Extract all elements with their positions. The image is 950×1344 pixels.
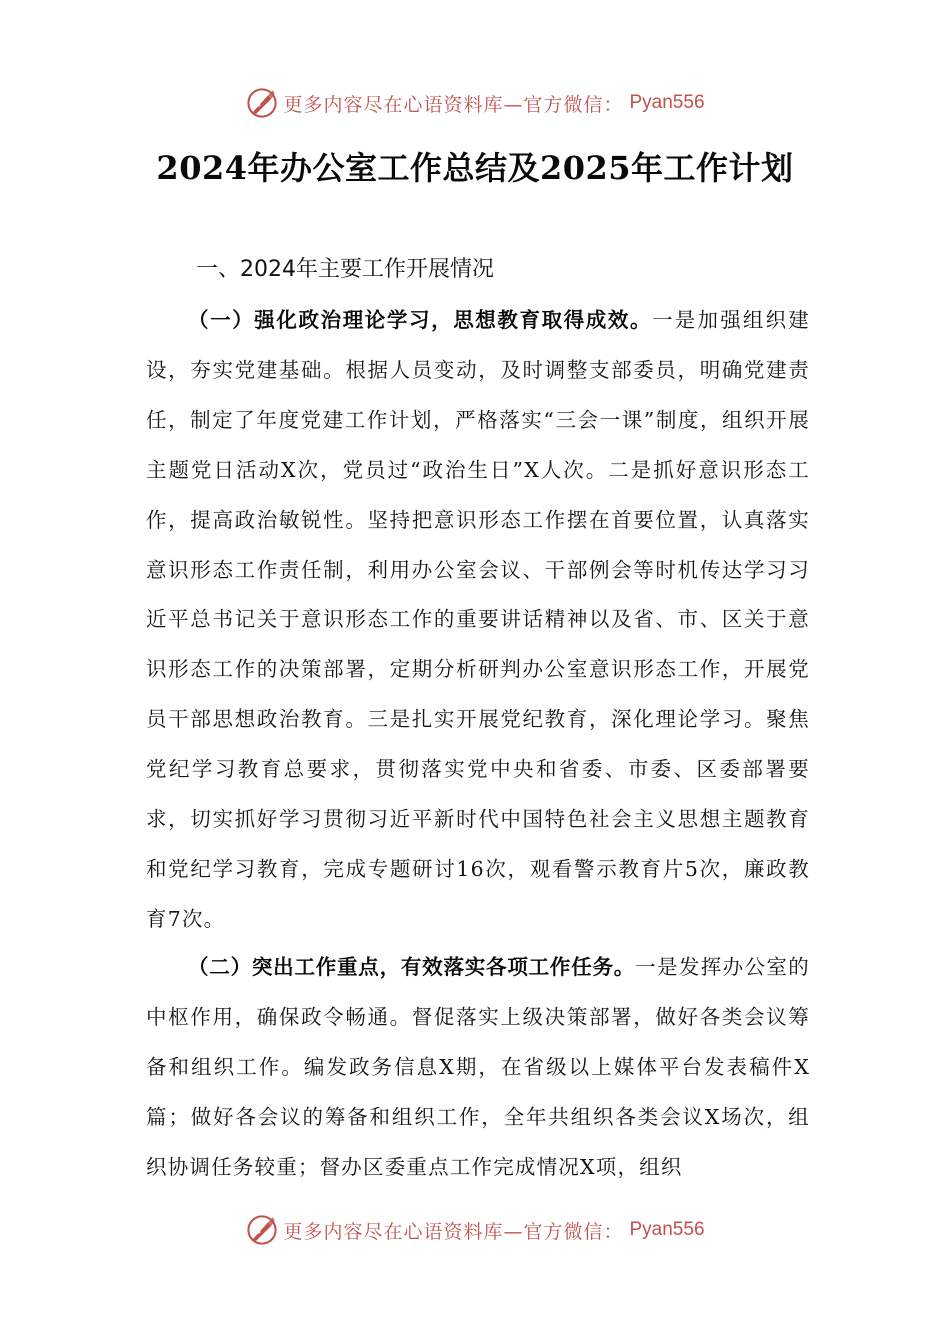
watermark-text: 更多内容尽在心语资料库—官方微信：: [283, 93, 624, 116]
paragraph: [146, 943, 810, 1193]
watermark-handle: Pyan556: [629, 1219, 705, 1240]
document-title: 2024年办公室工作总结及2025年工作计划: [156, 149, 794, 187]
watermark-text: 更多内容尽在心语资料库—官方微信：: [283, 1220, 624, 1243]
pen-nib-logo-icon: [245, 86, 279, 120]
paragraph-body: 一是加强组织建设，夯实党建基础。根据人员变动，及时调整支部委员，明确党建责任，制定了年度党建工作计划，严格落实“三会一课”制度，组织开展主题党日活动X次，党员过“政治生日”X人次。二是抓好意识形态工作，提高政治敏锐性。坚持把意识形态工作摆在首要位置，认真落实意识形态工作责任制，利用办公室会议、干部例会等时机传达学习习近平总书记关于意识形态工作的重要讲话精神以及省、市、区关于意识形态工作的决策部署，定期分析研判办公室意识形态工作，开展党员干部思想政治教育。三是扎实开展党纪教育，深化理论学习。聚焦党纪学习教育总要求，贯彻落实党中央和省委、市委、区委部署要求，切实抓好学习贯彻习近平新时代中国特色社会主义思想主题教育和党纪学习教育，完成专题研讨16次，观看警示教育片5次，廉政教育7次。: [146, 308, 810, 931]
paragraph-body: 一是发挥办公室的中枢作用，确保政令畅通。督促落实上级决策部署，做好各类会议筹备和组织工作。编发政务信息X期，在省级以上媒体平台发表稿件X篇；做好各会议的筹备和组织工作，全年共组织各类会议X场次，组织协调任务较重；督办区委重点工作完成情况X项，组织: [146, 955, 810, 1179]
header-watermark: [0, 85, 950, 121]
watermark-handle: Pyan556: [629, 92, 705, 113]
footer-watermark: [0, 1212, 950, 1248]
pen-nib-logo-icon: [245, 1213, 279, 1247]
paragraph-lead: （一）强化政治理论学习，思想教育取得成效。: [188, 308, 653, 332]
paragraph-lead: （二）突出工作重点，有效落实各项工作任务。: [188, 955, 636, 979]
paragraph: [146, 296, 810, 945]
section-heading: 一、2024年主要工作开展情况: [196, 257, 494, 282]
